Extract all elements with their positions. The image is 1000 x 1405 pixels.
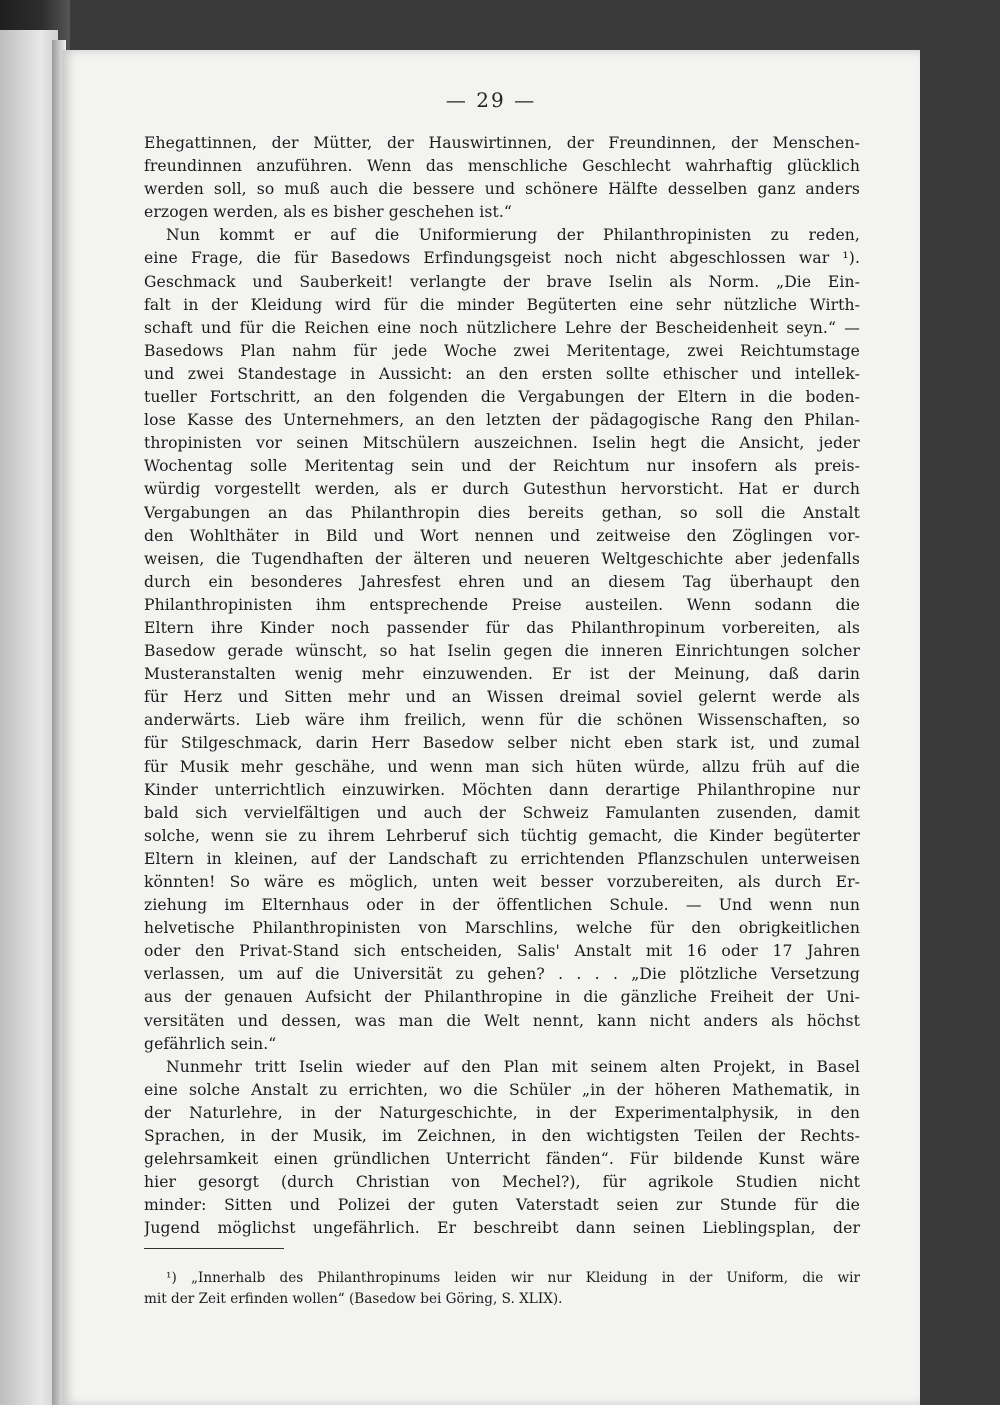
text-line: hier gesorgt (durch Christian von Mechel?), für agrikole Studien nicht (144, 1173, 860, 1192)
text-line: erzogen werden, als es bisher geschehen ist.“ (144, 203, 512, 222)
text-line: für Musik mehr geschähe, und wenn man sich hüten würde, allzu früh auf die (144, 757, 860, 776)
text-line: verlassen, um auf die Universität zu gehen? . . . . „Die plötzliche Versetzung (144, 965, 860, 984)
text-line: anderwärts. Lieb wäre ihm freilich, wenn für die schönen Wissenschaften, so (144, 711, 860, 730)
text-line: aus der genauen Aufsicht der Philanthropine in die gänzliche Freiheit der Uni- (144, 988, 860, 1007)
text-line: Jugend möglichst ungefährlich. Er beschreibt dann seinen Lieblingsplan, der (144, 1219, 860, 1238)
text-line: tueller Fortschritt, an den folgenden die Vergabungen der Eltern in die boden- (144, 388, 860, 407)
text-line: den Wohlthäter in Bild und Wort nennen und zeitweise den Zöglingen vor- (144, 526, 860, 545)
text-line: falt in der Kleidung wird für die minder Begüterten eine sehr nützliche Wirth- (144, 295, 860, 314)
text-line: gefährlich sein.“ (144, 1034, 277, 1053)
page-number: — 29 — (445, 88, 537, 112)
text-line: Geschmack und Sauberkeit! verlangte der brave Iselin als Norm. „Die Ein- (144, 272, 860, 291)
text-line: werden soll, so muß auch die bessere und schönere Hälfte desselben ganz anders (144, 180, 860, 199)
text-line: thropinisten vor seinen Mitschülern auszeichnen. Iselin hegt die Ansicht, jeder (144, 434, 860, 453)
text-line: und zwei Standestage in Aussicht: an den ersten sollte ethischer und intellek- (144, 364, 860, 383)
text-line: Vergabungen an das Philanthropin dies bereits gethan, so soll die Anstalt (144, 503, 860, 522)
text-line: Sprachen, in der Musik, im Zeichnen, in den wichtigsten Teilen der Rechts- (144, 1127, 860, 1146)
text-line: oder den Privat-Stand sich entscheiden, Salis' Anstalt mit 16 oder 17 Jahren (144, 942, 860, 961)
footnote (144, 1268, 860, 1310)
text-line: Eltern in kleinen, auf der Landschaft zu errichtenden Pflanzschulen unterweisen (144, 849, 860, 868)
text-line: eine solche Anstalt zu errichten, wo die Schüler „in der höheren Mathematik, in (144, 1080, 860, 1099)
text-line: Eltern ihre Kinder noch passender für das Philanthropinum vorbereiten, als (144, 618, 860, 637)
footnote-rule (144, 1248, 284, 1249)
footnote-line: mit der Zeit erfinden wollen“ (Basedow bei Göring, S. XLIX). (144, 1291, 563, 1307)
text-line: Basedows Plan nahm für jede Woche zwei Meritentage, zwei Reichtumstage (144, 341, 860, 360)
text-line: gelehrsamkeit einen gründlichen Unterricht fänden“. Für bildende Kunst wäre (144, 1150, 860, 1169)
text-line: helvetische Philanthropinisten von Marschlins, welche für den obrigkeitlichen (144, 919, 860, 938)
text-line: weisen, die Tugendhaften der älteren und neueren Weltgeschichte aber jedenfalls (144, 549, 860, 568)
body-text (144, 132, 860, 1241)
text-line: für Stilgeschmack, darin Herr Basedow selber nicht eben stark ist, und zumal (144, 734, 860, 753)
text-line: Philanthropinisten ihm entsprechende Preise austeilen. Wenn sodann die (144, 595, 860, 614)
text-line: würdig vorgestellt werden, als er durch Gutesthun hervorsticht. Hat er durch (144, 480, 860, 499)
text-line: freundinnen anzuführen. Wenn das menschliche Geschlecht wahrhaftig glücklich (144, 157, 860, 176)
text-line: eine Frage, die für Basedows Erfindungsgeist noch nicht abgeschlossen war ¹). (144, 249, 860, 268)
text-line: Nunmehr tritt Iselin wieder auf den Plan mit seinem alten Projekt, in Basel (166, 1057, 860, 1076)
footnote-line: ¹) „Innerhalb des Philanthropinums leiden wir nur Kleidung in der Uniform, die wir (166, 1270, 860, 1286)
text-line: ziehung im Elternhaus oder in der öffentlichen Schule. — Und wenn nun (144, 896, 860, 915)
text-line: lose Kasse des Unternehmers, an den letzten der pädagogische Rang den Philan- (144, 411, 860, 430)
text-line: Kinder unterrichtlich einzuwirken. Möchten dann derartige Philanthropine nur (144, 780, 860, 799)
text-line: versitäten und dessen, was man die Welt nennt, kann nicht anders als höchst (144, 1011, 860, 1030)
text-line: schaft und für die Reichen eine noch nützlichere Lehre der Bescheidenheit seyn.“ — (144, 318, 860, 337)
text-line: solche, wenn sie zu ihrem Lehrberuf sich tüchtig gemacht, die Kinder begüterter (144, 826, 860, 845)
text-line: für Herz und Sitten mehr und an Wissen dreimal soviel gelernt werde als (144, 688, 860, 707)
previous-page-edge (0, 30, 58, 1405)
text-line: Wochentag solle Meritentag sein und der Reichtum nur insofern als preis- (144, 457, 860, 476)
text-line: könnten! So wäre es möglich, unten weit besser vorzubereiten, als durch Er- (144, 873, 860, 891)
text-line: Nun kommt er auf die Uniformierung der Philanthropinisten zu reden, (166, 226, 860, 245)
text-line: minder: Sitten und Polizei der guten Vaterstadt seien zur Stunde für die (144, 1196, 860, 1215)
text-line: Ehegattinnen, der Mütter, der Hauswirtinnen, der Freundinnen, der Menschen- (144, 134, 860, 152)
book-page (62, 50, 920, 1405)
text-line: der Naturlehre, in der Naturgeschichte, in der Experimentalphysik, in den (144, 1103, 860, 1122)
text-line: bald sich vervielfältigen und auch der Schweiz Famulanten zusenden, damit (144, 803, 860, 822)
text-line: durch ein besonderes Jahresfest ehren und an diesem Tag überhaupt den (144, 572, 860, 591)
text-line: Basedow gerade wünscht, so hat Iselin gegen die inneren Einrichtungen solcher (144, 642, 860, 661)
text-line: Musteranstalten wenig mehr einzuwenden. Er ist der Meinung, daß darin (144, 665, 860, 684)
